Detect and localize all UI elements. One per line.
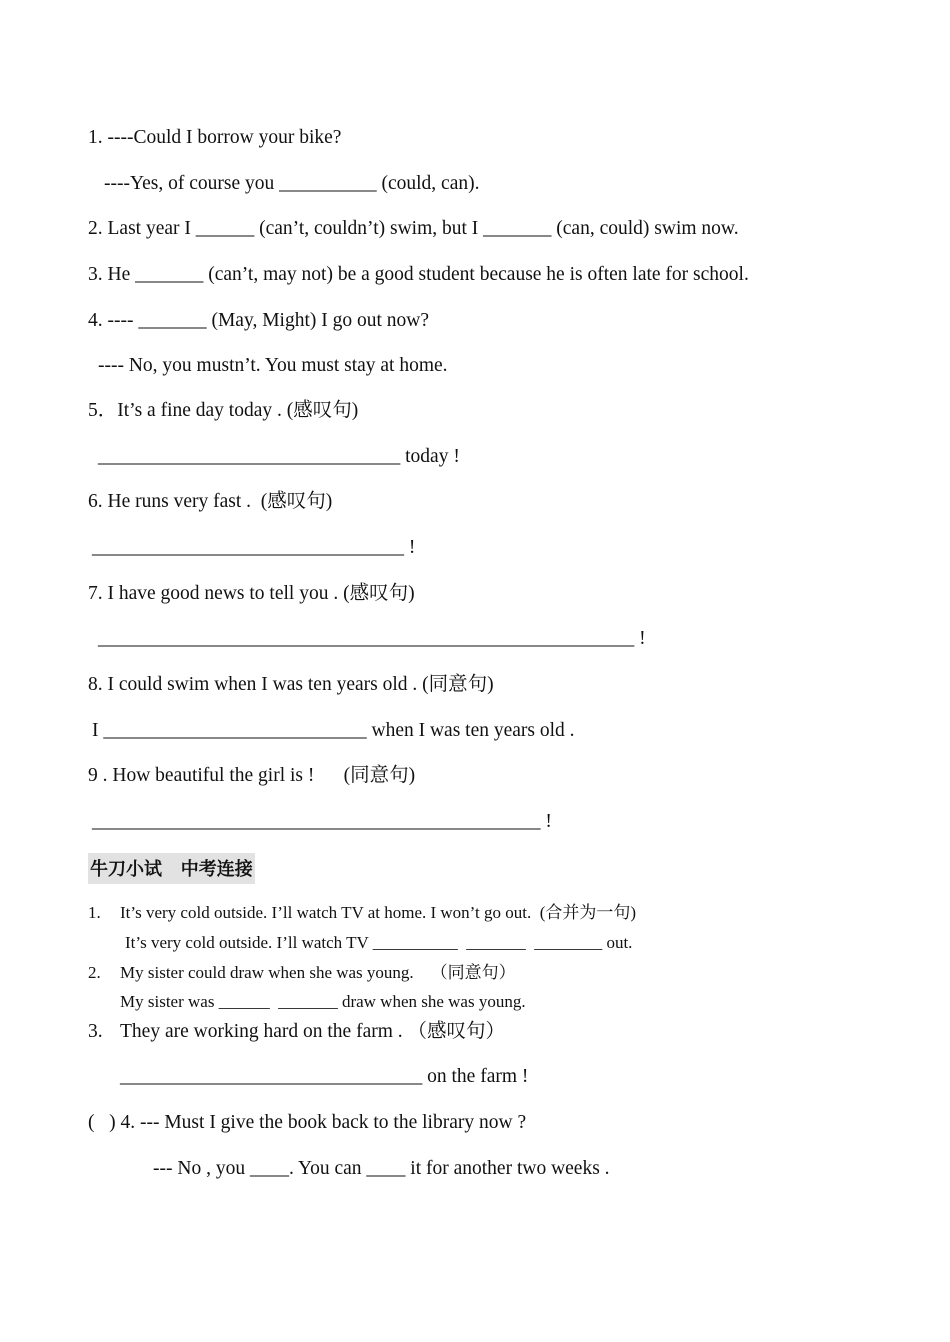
question-5-answer-line: _______________________________ today ! [98, 446, 460, 467]
practice-2-answer-line: My sister was ______ _______ draw when she was young. [120, 992, 526, 1011]
question-8-prompt: 8. I could swim when I was ten years old . (同意句) [88, 674, 494, 695]
section-heading: 牛刀小试 中考连接 [88, 853, 255, 884]
practice-1-number: 1. [88, 903, 101, 922]
question-1-answer-line: ----Yes, of course you __________ (could, can). [104, 173, 480, 194]
question-9-answer-line: ______________________________________________ ! [92, 811, 552, 832]
practice-4-response: --- No , you ____. You can ____ it for another two weeks . [153, 1158, 610, 1179]
practice-3-number: 3. [88, 1021, 103, 1042]
practice-1-answer-line: It’s very cold outside. I’ll watch TV __________ _______ ________ out. [125, 933, 633, 952]
practice-3-answer-line: _______________________________ on the farm ! [120, 1066, 529, 1087]
question-9-prompt: 9 . How beautiful the girl is ! (同意句) [88, 765, 416, 786]
question-7-prompt: 7. I have good news to tell you . (感叹句) [88, 583, 415, 604]
practice-3-prompt: They are working hard on the farm . （感叹句） [120, 1021, 506, 1042]
question-8-answer-line: I ___________________________ when I was ten years old . [92, 720, 575, 741]
practice-1-prompt: It’s very cold outside. I’ll watch TV at home. I won’t go out. (合并为一句) [120, 903, 637, 922]
practice-2-number: 2. [88, 963, 101, 982]
question-4-prompt: 4. ---- _______ (May, Might) I go out now? [88, 310, 430, 331]
question-2: 2. Last year I ______ (can’t, couldn’t) swim, but I _______ (can, could) swim now. [88, 218, 739, 239]
question-5-prompt: 5．It’s a fine day today . (感叹句) [88, 400, 359, 421]
practice-2-prompt: My sister could draw when she was young. （同意句） [120, 963, 516, 982]
question-6-answer-line: ________________________________ ! [92, 537, 416, 558]
question-7-answer-line: _______________________________________________________ ! [98, 628, 646, 649]
question-6-prompt: 6. He runs very fast . (感叹句) [88, 491, 333, 512]
question-1-prompt: 1. ----Could I borrow your bike? [88, 127, 342, 148]
question-3: 3. He _______ (can’t, may not) be a good student because he is often late for school. [88, 264, 749, 285]
question-4-response: ---- No, you mustn’t. You must stay at home. [98, 355, 448, 376]
practice-4-prompt: ( ) 4. --- Must I give the book back to the library now ? [88, 1112, 527, 1133]
